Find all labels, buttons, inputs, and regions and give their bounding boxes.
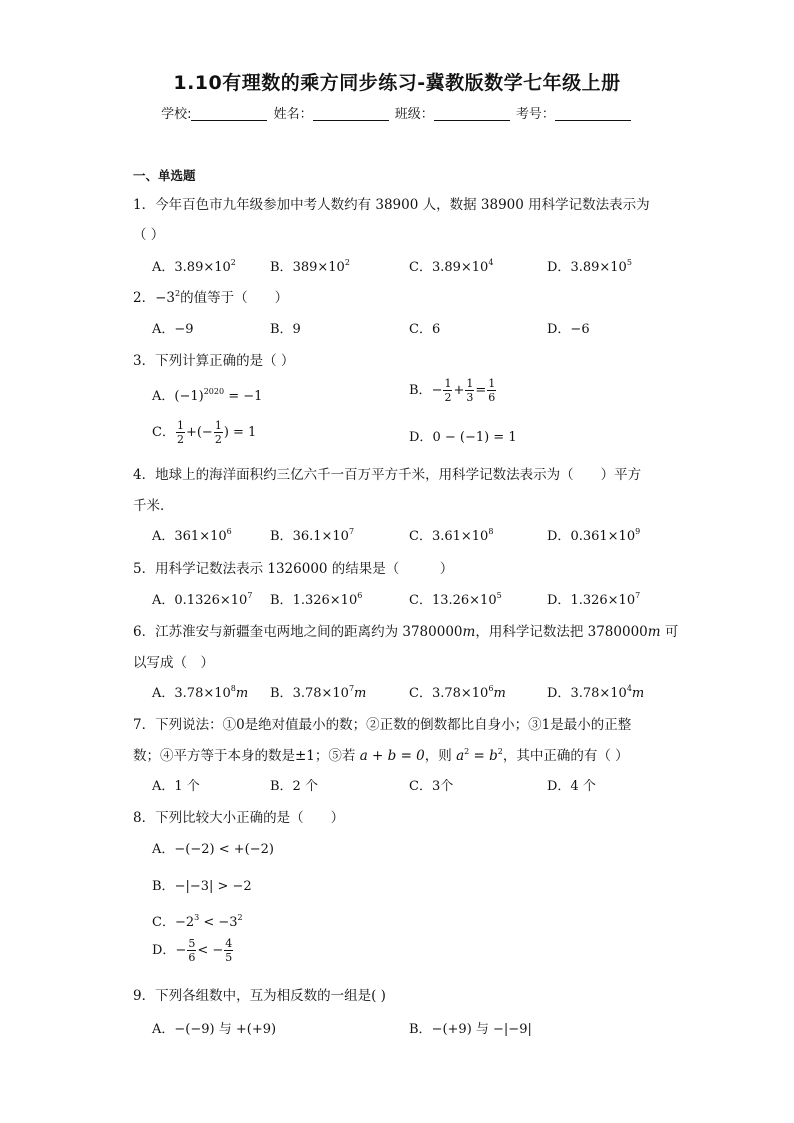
math-exponent: 2020 — [203, 387, 225, 396]
question-1-option-b — [270, 256, 350, 275]
option-value: 0.1326×10 — [174, 593, 248, 608]
option-prefix: D． — [547, 593, 571, 608]
name-blank — [313, 106, 389, 121]
math-exponent: 2 — [237, 913, 243, 922]
option-prefix: B． — [409, 383, 432, 398]
option-value: 13.26×10 — [431, 593, 497, 608]
question-text: ，则 — [424, 748, 457, 764]
question-6-option-c — [409, 682, 506, 701]
option-prefix: B． — [409, 1022, 432, 1037]
question-5-option-b — [270, 589, 362, 608]
option-exponent: 7 — [348, 527, 355, 536]
option-value: 0.361×10 — [570, 529, 636, 544]
page-title: 1.10有理数的乘方同步练习-冀教版数学七年级上册 — [173, 72, 621, 94]
question-8-option-c — [152, 911, 243, 930]
question-2-option-a: A．−9 — [152, 322, 194, 337]
question-1-option-a — [152, 256, 236, 275]
option-prefix: D． — [152, 943, 176, 958]
math-exponent: 2 — [175, 289, 181, 298]
question-1-line-2: （ ） — [133, 227, 165, 243]
question-4-option-c — [409, 525, 493, 544]
option-exponent: 4 — [626, 684, 632, 693]
question-7-option-c: C．3个 — [409, 779, 454, 794]
option-value: 3.78×10 — [570, 686, 627, 701]
question-6-line-1 — [133, 620, 678, 640]
student-info-line — [0, 103, 794, 122]
numerator: 1 — [214, 419, 222, 432]
fraction — [224, 938, 233, 963]
option-value: 389×10 — [292, 260, 345, 275]
question-4-line-1: 4．地球上的海洋面积约三亿六千一百万平方千米，用科学记数法表示为（ ）平方 — [133, 467, 642, 483]
option-prefix: C． — [409, 529, 432, 544]
option-exponent: 6 — [226, 527, 232, 536]
exam-number-blank — [555, 106, 631, 121]
math-sign: − — [175, 943, 187, 958]
option-value: 1.326×10 — [292, 593, 358, 608]
question-text: ，用科学记数法把 3780000 — [475, 624, 648, 640]
fraction — [187, 938, 196, 963]
question-5-option-c — [409, 589, 502, 608]
question-text: 可 — [660, 624, 679, 640]
question-7-option-a: A．1 个 — [152, 779, 200, 794]
question-6-option-a — [152, 682, 248, 701]
question-8-option-d — [152, 938, 234, 963]
math-base: a — [456, 748, 465, 764]
question-text: 6．江苏淮安与新疆奎屯两地之间的距离约为 3780000 — [133, 624, 463, 640]
option-exponent: 9 — [635, 527, 641, 536]
option-value: 3.78×10 — [292, 686, 349, 701]
numerator: 1 — [488, 377, 496, 390]
option-exponent: 4 — [488, 258, 494, 267]
question-text: ，其中正确的有（ ） — [502, 748, 629, 764]
option-prefix: D． — [547, 686, 571, 701]
fraction — [214, 420, 223, 445]
question-5-stem: 5．用科学记数法表示 1326000 的结果是（ ） — [133, 561, 454, 577]
class-label: 班级： — [394, 107, 434, 122]
question-3-option-b — [409, 378, 497, 403]
question-5-option-d — [547, 589, 640, 608]
option-prefix: A． — [152, 593, 175, 608]
option-value: 3.89×10 — [431, 260, 489, 275]
option-value: 3.61×10 — [431, 529, 489, 544]
option-prefix: B． — [270, 593, 293, 608]
question-4-line-2: 千米． — [133, 498, 174, 514]
question-4-option-d — [547, 525, 640, 544]
unit-symbol: m — [354, 686, 367, 701]
option-prefix: C． — [409, 260, 432, 275]
question-number: 2． — [133, 290, 156, 306]
option-prefix: C． — [409, 686, 432, 701]
math-exponent: 2 — [464, 747, 470, 756]
option-prefix: D． — [547, 529, 571, 544]
numerator: 4 — [225, 937, 233, 950]
math-expression: −(+9) 与 −|−9| — [431, 1022, 532, 1037]
option-prefix: B． — [152, 879, 175, 894]
option-prefix: A． — [152, 529, 175, 544]
math-sign: + — [453, 383, 465, 398]
math-expression: −|−3| > −2 — [174, 879, 252, 894]
question-9-stem: 9．下列各组数中，互为相反数的一组是( ) — [133, 988, 386, 1004]
math-sign: +(− — [185, 425, 213, 440]
option-prefix: A． — [152, 1022, 175, 1037]
math-exponent: 3 — [194, 913, 200, 922]
option-exponent: 5 — [496, 591, 502, 600]
option-exponent: 7 — [635, 591, 641, 600]
question-4-option-b — [270, 525, 354, 544]
option-exponent: 2 — [344, 258, 350, 267]
option-value: 3.78×10 — [174, 686, 231, 701]
math-sign: = — [475, 383, 487, 398]
option-value: 3.89×10 — [570, 260, 627, 275]
math-base: = b — [469, 748, 498, 764]
option-value: 36.1×10 — [292, 529, 349, 544]
math-base: −2 — [174, 915, 195, 930]
question-8-stem: 8．下列比较大小正确的是（ ） — [133, 810, 345, 826]
math-rest: = −1 — [224, 389, 263, 404]
unit-symbol: m — [631, 686, 645, 701]
question-3-option-a — [152, 385, 262, 404]
question-9-option-b — [409, 1018, 532, 1037]
option-exponent: 6 — [357, 591, 363, 600]
option-prefix: A． — [152, 842, 175, 857]
school-label: 学校: — [161, 107, 192, 122]
denominator: 2 — [214, 433, 222, 446]
option-value: 3.89×10 — [174, 260, 231, 275]
question-3-stem: 3．下列计算正确的是（ ） — [133, 353, 295, 369]
unit-symbol: m — [462, 624, 476, 640]
option-prefix: A． — [152, 260, 175, 275]
fraction — [487, 378, 496, 403]
question-8-option-b — [152, 875, 252, 894]
school-blank — [191, 106, 267, 121]
numerator: 1 — [466, 377, 474, 390]
exam-number-label: 考号： — [515, 107, 555, 122]
option-exponent: 6 — [488, 684, 494, 693]
question-2-option-b: B．9 — [270, 322, 301, 337]
option-value: 3.78×10 — [431, 686, 489, 701]
question-7-line-1: 7．下列说法：①0是绝对值最小的数；②正数的倒数都比自身小；③1是最小的正整 — [133, 717, 632, 733]
numerator: 5 — [188, 937, 196, 950]
question-1-option-d — [547, 256, 632, 275]
option-prefix: C． — [152, 425, 175, 440]
math-condition: a + b = 0 — [359, 748, 425, 764]
numerator: 1 — [176, 419, 184, 432]
denominator: 6 — [188, 951, 196, 964]
math-base: < −3 — [199, 915, 238, 930]
fraction — [443, 378, 452, 403]
math-expression: 0 − (−1) = 1 — [432, 430, 517, 445]
option-prefix: B． — [270, 260, 293, 275]
numerator: 1 — [444, 377, 452, 390]
unit-symbol: m — [647, 624, 661, 640]
name-label: 姓名： — [273, 107, 313, 122]
question-5-option-a — [152, 589, 252, 608]
denominator: 5 — [225, 951, 233, 964]
option-prefix: A． — [152, 686, 175, 701]
question-6-option-b — [270, 682, 366, 701]
option-prefix: B． — [270, 686, 293, 701]
question-7-line-2 — [133, 744, 629, 764]
option-exponent: 2 — [230, 258, 236, 267]
option-value: 1.326×10 — [570, 593, 636, 608]
question-1-option-c — [409, 256, 493, 275]
question-3-option-c — [152, 420, 256, 445]
section-title: 一、单选题 — [133, 168, 196, 183]
math-base: −3 — [155, 290, 175, 306]
option-value: 361×10 — [174, 529, 227, 544]
option-exponent: 8 — [488, 527, 494, 536]
question-text: 数；④平方等于本身的数是±1；⑤若 — [133, 748, 360, 764]
math-exponent: 2 — [497, 747, 503, 756]
denominator: 6 — [488, 391, 496, 404]
option-prefix: D． — [547, 260, 571, 275]
math-rest: ) = 1 — [223, 425, 257, 440]
option-exponent: 7 — [247, 591, 253, 600]
math-sign: < − — [197, 943, 224, 958]
question-4-option-a — [152, 525, 232, 544]
question-6-option-d — [547, 682, 644, 701]
option-exponent: 5 — [626, 258, 632, 267]
option-exponent: 8 — [230, 684, 236, 693]
option-prefix: A． — [152, 389, 175, 404]
question-6-line-2: 以写成（ ） — [133, 655, 214, 671]
math-expression: −(−9) 与 +(+9) — [174, 1022, 277, 1037]
fraction — [176, 420, 185, 445]
option-exponent: 7 — [348, 684, 355, 693]
question-2-option-c: C．6 — [409, 322, 441, 337]
question-9-option-a — [152, 1018, 276, 1037]
denominator: 2 — [176, 433, 184, 446]
option-prefix: C． — [409, 593, 432, 608]
math-base: (−1) — [174, 389, 204, 404]
question-3-option-d — [409, 426, 517, 445]
question-2-option-d: D．−6 — [547, 322, 590, 337]
math-expression: −(−2) < +(−2) — [174, 842, 274, 857]
question-1-line-1: 1．今年百色市九年级参加中考人数约有 38900 人，数据 38900 用科学记数法表示为 — [133, 197, 650, 213]
question-8-option-a — [152, 838, 274, 857]
option-prefix: C． — [152, 915, 175, 930]
class-blank — [434, 106, 510, 121]
option-prefix: D． — [409, 430, 433, 445]
question-text: 的值等于（ ） — [180, 290, 289, 306]
unit-symbol: m — [235, 686, 249, 701]
unit-symbol: m — [493, 686, 506, 701]
denominator: 3 — [466, 391, 474, 404]
math-sign: − — [431, 383, 443, 398]
denominator: 2 — [444, 391, 452, 404]
option-prefix: B． — [270, 529, 293, 544]
question-7-option-d: D．4 个 — [547, 779, 596, 794]
question-2-stem — [133, 286, 288, 306]
question-7-option-b: B．2 个 — [270, 779, 318, 794]
fraction — [465, 378, 474, 403]
